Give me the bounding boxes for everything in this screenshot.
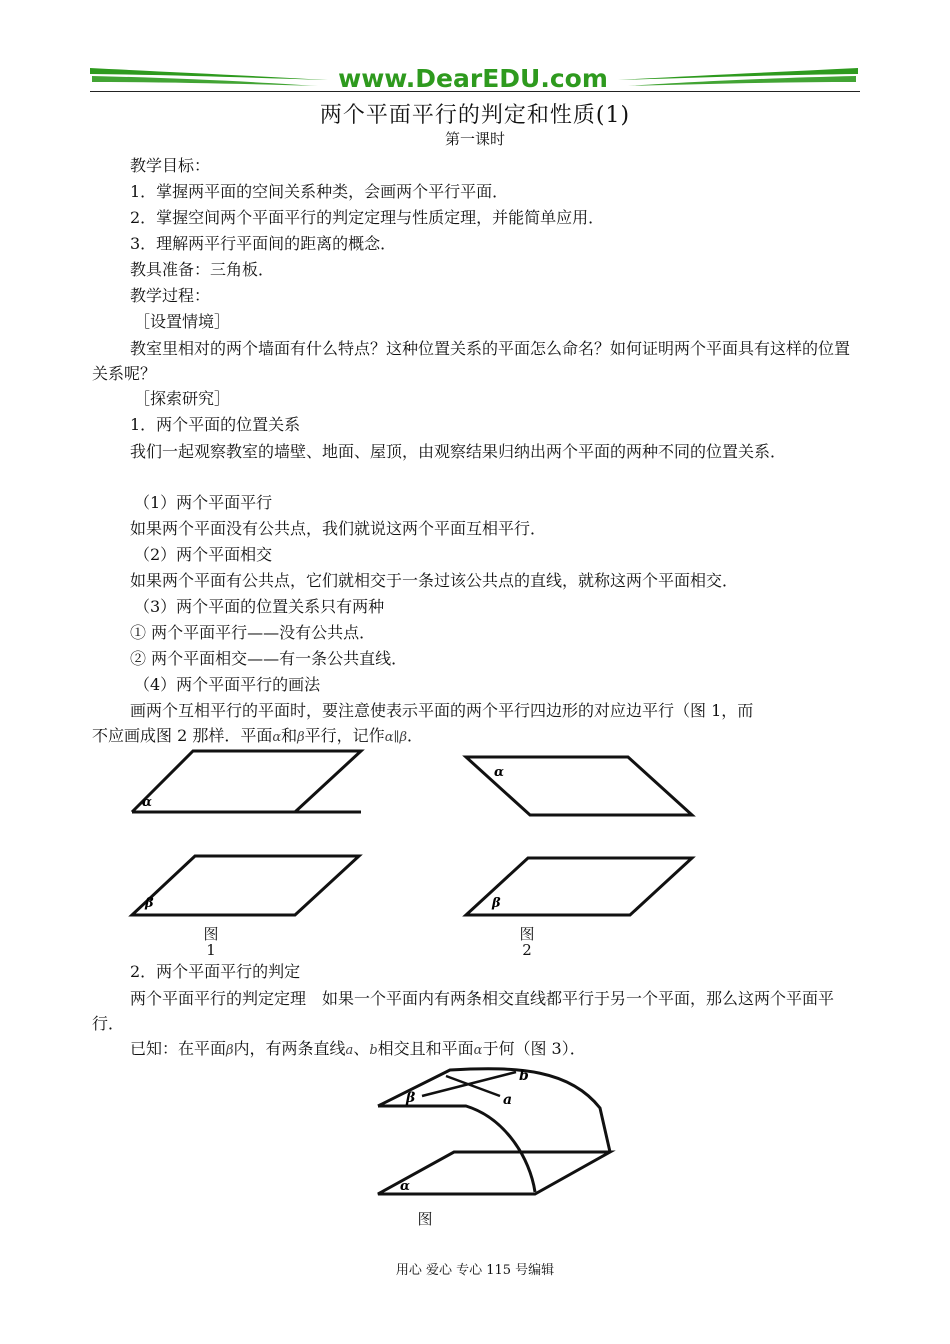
item2-heading: 2．两个平面平行的判定 — [130, 962, 301, 981]
page-footer: 用心 爱心 专心 115 号编辑 — [395, 1263, 555, 1278]
figure-1-parallel-planes — [125, 746, 375, 926]
figure-2-number: 2 — [522, 941, 532, 959]
label-alpha: α — [142, 795, 153, 810]
given-text: 、 — [353, 1039, 370, 1058]
figure-3-planes-diagram — [370, 1058, 620, 1208]
drawing-text: 平行，记作 — [304, 726, 385, 745]
alpha-symbol: α — [473, 1043, 483, 1058]
parallel-notation: α∥β — [384, 730, 407, 745]
theorem-paragraph: 两个平面平行的判定定理 如果一个平面内有两条相交直线都平行于另一个平面，那么这两个平面平行． — [92, 989, 835, 1033]
site-logo-text: www.DearEDU.com — [338, 64, 608, 93]
beta-symbol: β — [297, 730, 305, 745]
plane-beta-outline — [132, 856, 359, 915]
line-a-symbol: a — [345, 1043, 354, 1058]
label-beta: β — [145, 896, 154, 911]
figure-2-incorrect-planes — [460, 752, 700, 922]
label-a: a — [503, 1092, 513, 1108]
section-explore: ［探索研究］ — [134, 389, 231, 408]
figure-2-caption — [512, 926, 542, 958]
drawing-text: 不应画成图 2 那样．平面 — [92, 726, 273, 745]
figure-1-number: 1 — [206, 941, 216, 959]
header-divider — [90, 91, 860, 92]
plane-alpha-outline — [378, 1152, 610, 1194]
label-beta: β — [406, 1090, 416, 1106]
given-text: 于何（图 3）． — [482, 1039, 586, 1058]
drawing-text: 和 — [281, 726, 298, 745]
beta-symbol: β — [226, 1043, 234, 1058]
objective-item: 2．掌握空间两个平面平行的判定定理与性质定理，并能简单应用． — [130, 208, 605, 227]
item1-heading: 1．两个平面的位置关系 — [130, 415, 301, 434]
drawing-text: ． — [407, 726, 424, 745]
figure-2-label: 图 — [519, 925, 535, 943]
objective-item: 3．理解两平行平面间的距离的概念． — [130, 234, 397, 253]
setup-paragraph: 教室里相对的两个墙面有什么特点？这种位置关系的平面怎么命名？如何证明两个平面具有这样的位置关系呢？ — [92, 339, 851, 383]
tools-line: 教具准备：三角板． — [130, 260, 275, 279]
plane-beta-top-edge — [378, 1069, 610, 1152]
given-text: 内，有两条直线 — [233, 1039, 346, 1058]
sub3-item-a: ① 两个平面平行——没有公共点． — [130, 623, 376, 642]
given-text: 相交且和平面 — [377, 1039, 474, 1058]
objectives-heading: 教学目标： — [130, 156, 211, 175]
sub1-heading: （1）两个平面平行 — [134, 493, 273, 512]
sub1-text: 如果两个平面没有公共点，我们就说这两个平面互相平行． — [130, 519, 547, 538]
item1-paragraph: 我们一起观察教室的墙壁、地面、屋顶，由观察结果归纳出两个平面的两种不同的位置关系． — [130, 442, 787, 461]
objective-item: 1．掌握两平面的空间关系种类，会画两个平行平面． — [130, 182, 509, 201]
given-text: 已知：在平面 — [130, 1039, 227, 1058]
sub4-heading: （4）两个平面平行的画法 — [134, 675, 321, 694]
alpha-symbol: α — [272, 730, 282, 745]
figure-1-caption — [196, 926, 226, 958]
sub3-heading: （3）两个平面的位置关系只有两种 — [134, 597, 385, 616]
label-b: b — [519, 1068, 529, 1084]
page-title: 两个平面平行的判定和性质(1) — [319, 103, 631, 128]
drawing-paragraph-line1: 画两个互相平行的平面时，要注意使表示平面的两个平行四边形的对应边平行（图 1，而 — [130, 701, 754, 720]
plane-alpha-outline — [132, 751, 361, 812]
sub3-item-b: ② 两个平面相交——有一条公共直线． — [130, 649, 408, 668]
label-alpha: α — [494, 765, 505, 780]
sub2-heading: （2）两个平面相交 — [134, 545, 273, 564]
sub2-text: 如果两个平面有公共点，它们就相交于一条过该公共点的直线，就称这两个平面相交． — [130, 571, 739, 590]
drawing-paragraph-line2 — [92, 726, 423, 748]
page-subtitle: 第一课时 — [444, 130, 505, 148]
label-alpha: α — [400, 1179, 411, 1194]
label-beta: β — [492, 896, 501, 911]
figure-1-label: 图 — [203, 925, 219, 943]
line-b-symbol: b — [369, 1043, 378, 1058]
section-setup: ［设置情境］ — [134, 312, 231, 331]
figure-3-caption: 图 — [417, 1210, 433, 1228]
process-heading: 教学过程： — [130, 286, 211, 305]
